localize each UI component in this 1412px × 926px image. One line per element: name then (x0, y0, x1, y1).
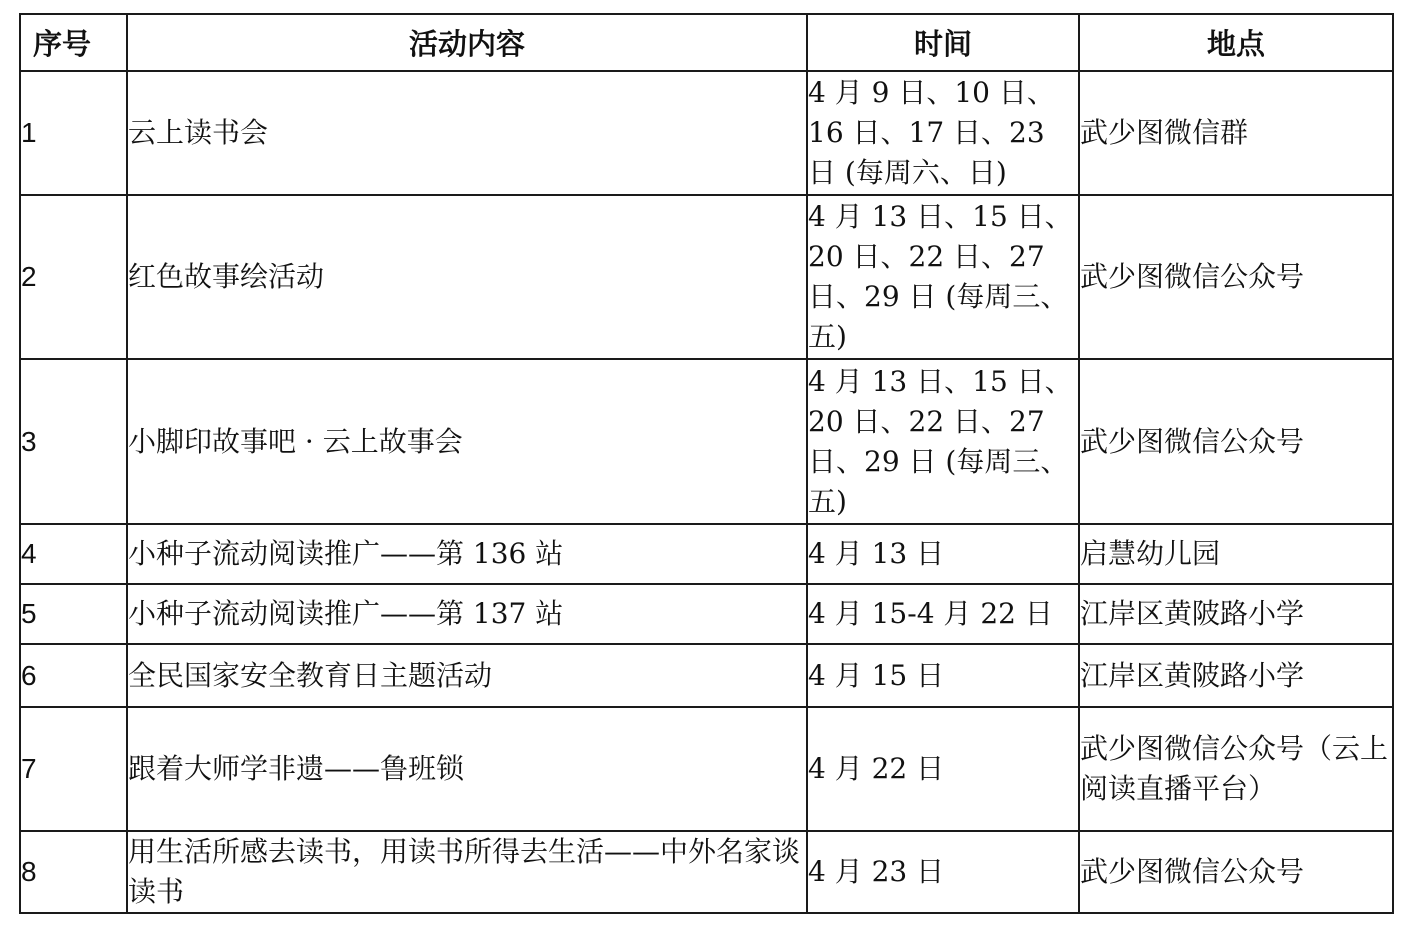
activity-time: 4 月 13 日 (807, 524, 1079, 584)
activity-time: 4 月 15 日 (807, 644, 1079, 707)
row-number: 3 (20, 359, 127, 524)
activity-place: 武少图微信公众号（云上阅读直播平台） (1079, 707, 1393, 831)
activity-time: 4 月 9 日、10 日、16 日、17 日、23 日 (每周六、日) (807, 71, 1079, 195)
header-number: 序号 (20, 14, 127, 71)
activity-place: 江岸区黄陂路小学 (1079, 584, 1393, 644)
activity-time: 4 月 22 日 (807, 707, 1079, 831)
activity-place: 江岸区黄陂路小学 (1079, 644, 1393, 707)
activity-place: 武少图微信群 (1079, 71, 1393, 195)
activity-place: 启慧幼儿园 (1079, 524, 1393, 584)
activity-content: 小种子流动阅读推广——第 137 站 (127, 584, 807, 644)
row-number: 6 (20, 644, 127, 707)
row-number: 2 (20, 195, 127, 359)
table-row (20, 707, 1393, 831)
activity-place: 武少图微信公众号 (1079, 831, 1393, 913)
table-row (20, 831, 1393, 913)
activity-time: 4 月 23 日 (807, 831, 1079, 913)
row-number: 7 (20, 707, 127, 831)
activity-content: 小脚印故事吧 · 云上故事会 (127, 359, 807, 524)
activity-content: 云上读书会 (127, 71, 807, 195)
table-body (20, 71, 1393, 913)
activity-time: 4 月 13 日、15 日、20 日、22 日、27 日、29 日 (每周三、五) (807, 359, 1079, 524)
activity-content: 跟着大师学非遗——鲁班锁 (127, 707, 807, 831)
table-row (20, 584, 1393, 644)
table-row (20, 359, 1393, 524)
table-row (20, 644, 1393, 707)
activity-time: 4 月 15-4 月 22 日 (807, 584, 1079, 644)
table-row (20, 195, 1393, 359)
header-time: 时间 (807, 14, 1079, 71)
activity-schedule-table (19, 13, 1394, 914)
activity-content: 用生活所感去读书，用读书所得去生活——中外名家谈读书 (127, 831, 807, 913)
activity-content: 小种子流动阅读推广——第 136 站 (127, 524, 807, 584)
header-content: 活动内容 (127, 14, 807, 71)
activity-content: 红色故事绘活动 (127, 195, 807, 359)
header-row (20, 14, 1393, 71)
table-row (20, 71, 1393, 195)
activity-time: 4 月 13 日、15 日、20 日、22 日、27 日、29 日 (每周三、五) (807, 195, 1079, 359)
header-place: 地点 (1079, 14, 1393, 71)
table-row (20, 524, 1393, 584)
row-number: 1 (20, 71, 127, 195)
activity-place: 武少图微信公众号 (1079, 195, 1393, 359)
row-number: 8 (20, 831, 127, 913)
activity-place: 武少图微信公众号 (1079, 359, 1393, 524)
row-number: 4 (20, 524, 127, 584)
row-number: 5 (20, 584, 127, 644)
activity-content: 全民国家安全教育日主题活动 (127, 644, 807, 707)
table-header (20, 14, 1393, 71)
